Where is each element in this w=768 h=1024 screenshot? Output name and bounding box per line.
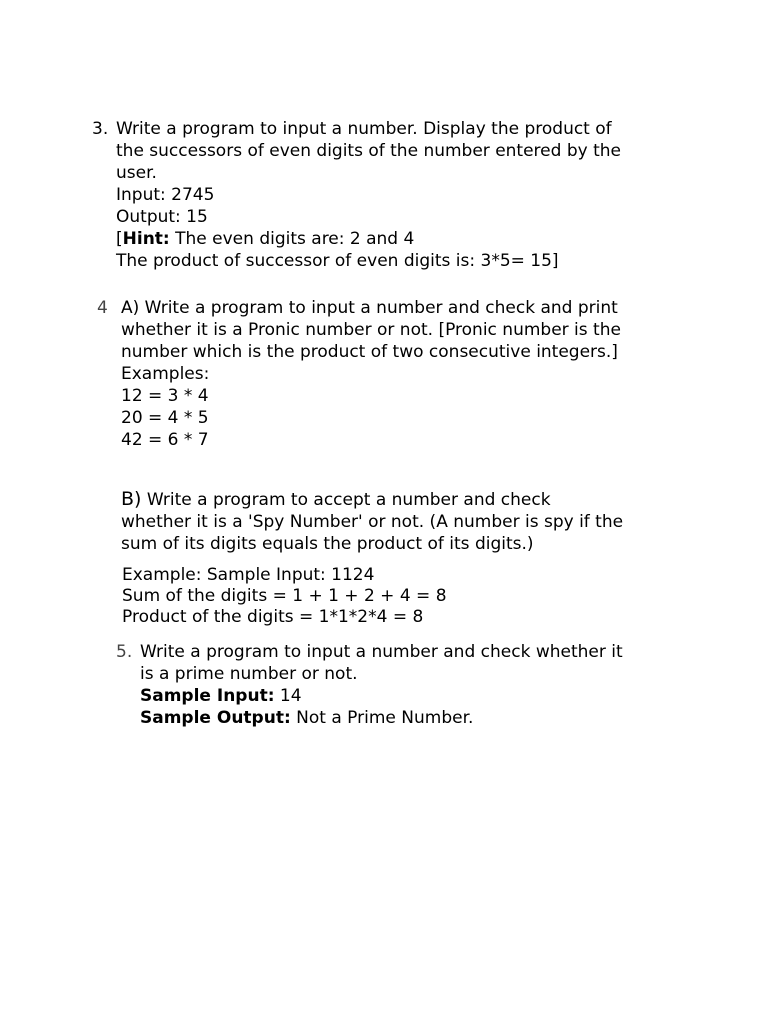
q3-hint-bracket: [ [116, 229, 123, 249]
q5-sample-input-value: 14 [274, 686, 302, 706]
q4b-body [121, 488, 623, 555]
q3-number: 3. [92, 119, 109, 139]
q5-sample-output [140, 707, 623, 729]
q3-body [116, 118, 621, 272]
q4a-line: A) Write a program to input a number and check and print [121, 298, 618, 318]
q4b-example-block [122, 565, 447, 628]
q4a-example: 20 = 4 * 5 [121, 408, 209, 428]
q4a-examples-label: Examples: [121, 364, 210, 384]
q5-line: is a prime number or not. [140, 664, 358, 684]
q4a-body [121, 297, 621, 451]
q3-output-line: Output: 15 [116, 207, 208, 227]
q4b-example-line: Sum of the digits = 1 + 1 + 2 + 4 = 8 [122, 586, 447, 606]
q4b-first-line [121, 488, 623, 511]
q4b-example-line: Example: Sample Input: 1124 [122, 565, 375, 585]
q3-line: Write a program to input a number. Display the product of [116, 119, 612, 139]
q5-sample-output-label: Sample Output: [140, 708, 291, 728]
q4a-line: number which is the product of two consecutive integers.] [121, 342, 618, 362]
q4a-line: whether it is a Pronic number or not. [Pronic number is the [121, 320, 621, 340]
q4b-letter: B) [121, 488, 142, 510]
q4b-line: whether it is a 'Spy Number' or not. (A number is spy if the [121, 512, 624, 532]
q5-line: Write a program to input a number and check whether it [140, 642, 623, 662]
q3-line: user. [116, 163, 157, 183]
q5-sample-input-label: Sample Input: [140, 686, 275, 706]
q3-line: the successors of even digits of the number entered by the [116, 141, 621, 161]
q3-hint-text: The even digits are: 2 and 4 [169, 229, 415, 249]
q4b-first-text: Write a program to accept a number and check [141, 490, 551, 510]
q3-hint-last-line: The product of successor of even digits is: 3*5= 15] [116, 251, 559, 271]
q3-hint-line [116, 228, 621, 250]
q5-sample-input [140, 685, 623, 707]
q5-sample-output-value: Not a Prime Number. [290, 708, 474, 728]
q5-body [140, 641, 623, 729]
q4a-example: 42 = 6 * 7 [121, 430, 209, 450]
q4-number: 4 [97, 298, 108, 318]
q4b-line: sum of its digits equals the product of its digits.) [121, 534, 534, 554]
q4b-example-line: Product of the digits = 1*1*2*4 = 8 [122, 607, 424, 627]
q3-input-line: Input: 2745 [116, 185, 215, 205]
q5-number: 5. [116, 642, 133, 662]
q3-hint-label: Hint: [122, 229, 170, 249]
q4a-example: 12 = 3 * 4 [121, 386, 209, 406]
